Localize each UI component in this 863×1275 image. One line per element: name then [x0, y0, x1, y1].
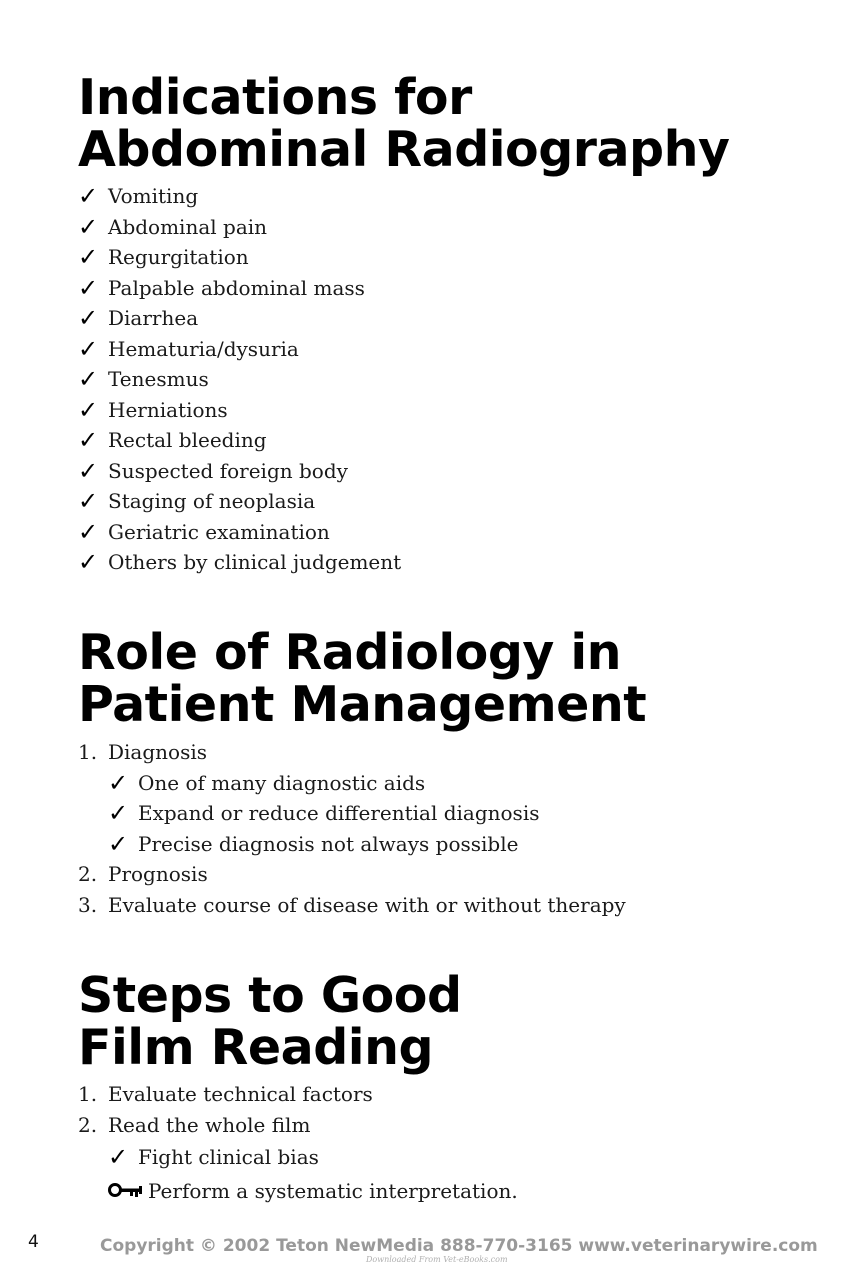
list-item-text: Geriatric examination	[108, 519, 330, 544]
check-mark-icon: ✓	[108, 1143, 129, 1171]
check-mark-icon: ✓	[78, 212, 99, 241]
check-mark-icon: ✓	[78, 365, 99, 393]
role-list	[78, 737, 626, 920]
check-mark-icon: ✓	[78, 487, 99, 515]
copyright-notice: Copyright © 2002 Teton NewMedia 888-770-3165 www.veterinarywire.com	[100, 1236, 818, 1256]
check-mark-icon: ✓	[78, 182, 99, 210]
list-item-text: Precise diagnosis not always possible	[138, 831, 519, 856]
list-item-text: Prognosis	[108, 862, 208, 886]
check-mark-icon: ✓	[108, 799, 129, 827]
list-item	[78, 303, 401, 334]
item-number: 1.	[78, 740, 98, 764]
check-mark-icon: ✓	[78, 334, 99, 363]
check-mark-icon: ✓	[108, 768, 129, 797]
check-mark-icon: ✓	[78, 304, 99, 332]
check-mark-icon: ✓	[78, 517, 99, 546]
check-mark-icon: ✓	[78, 548, 99, 576]
heading-line: Indications for	[78, 69, 472, 126]
check-mark-icon: ✓	[108, 829, 129, 858]
list-item	[78, 334, 401, 365]
list-item	[78, 486, 401, 517]
heading-line: Patient Management	[78, 676, 647, 733]
list-item	[78, 547, 401, 578]
list-item	[78, 242, 401, 273]
indications-list	[78, 181, 401, 578]
list-item-text: Diagnosis	[108, 740, 208, 764]
sub-list-item	[78, 1140, 518, 1174]
list-item-text: Herniations	[108, 397, 228, 422]
list-item	[78, 181, 401, 212]
section-heading-indications	[78, 69, 730, 178]
sub-list-item	[78, 798, 626, 829]
item-number: 1.	[78, 1082, 98, 1106]
list-item-text: Evaluate technical factors	[108, 1082, 373, 1106]
key-icon	[108, 1176, 148, 1210]
sub-list-item	[78, 829, 626, 860]
list-item-text: Expand or reduce differential diagnosis	[138, 801, 540, 825]
item-number: 3.	[78, 892, 98, 917]
list-item-text: Abdominal pain	[108, 214, 268, 239]
list-item-text: One of many diagnostic aids	[138, 770, 426, 795]
item-number: 2.	[78, 1112, 98, 1137]
check-mark-icon: ✓	[78, 243, 99, 271]
download-watermark: Downloaded From Vet-eBooks.com	[366, 1255, 508, 1264]
list-item	[78, 425, 401, 456]
page-number: 4	[28, 1232, 39, 1252]
list-item-text: Others by clinical judgement	[108, 550, 402, 574]
list-item	[78, 890, 626, 921]
list-item-text: Read the whole film	[108, 1112, 311, 1137]
heading-line: Role of Radiology in	[78, 624, 622, 681]
list-item	[78, 273, 401, 304]
list-item-text: Perform a systematic interpretation.	[148, 1179, 518, 1203]
heading-line: Abdominal Radiography	[78, 121, 730, 178]
list-item	[78, 859, 626, 890]
film-reading-list	[78, 1079, 518, 1208]
list-item-text: Evaluate course of disease with or without therapy	[108, 892, 626, 917]
check-mark-icon: ✓	[78, 395, 99, 424]
heading-line: Steps to Good	[78, 967, 462, 1024]
list-item-text: Vomiting	[108, 184, 199, 208]
item-number: 2.	[78, 862, 98, 886]
check-mark-icon: ✓	[78, 456, 99, 485]
sub-list-item	[78, 768, 626, 799]
list-item	[78, 212, 401, 243]
check-mark-icon: ✓	[78, 273, 99, 302]
list-item	[78, 1110, 518, 1141]
list-item	[78, 456, 401, 487]
section-heading-film-reading	[78, 967, 462, 1076]
list-item-text: Diarrhea	[108, 306, 199, 330]
list-item	[78, 1079, 518, 1110]
list-item	[78, 364, 401, 395]
list-item-text: Suspected foreign body	[108, 458, 348, 483]
list-item	[78, 517, 401, 548]
list-item	[78, 395, 401, 426]
list-item-text: Fight clinical bias	[138, 1145, 319, 1169]
check-mark-icon: ✓	[78, 426, 99, 454]
heading-line: Film Reading	[78, 1019, 434, 1076]
list-item	[78, 737, 626, 768]
sub-list-item	[78, 1174, 518, 1208]
list-item-text: Palpable abdominal mass	[108, 275, 365, 300]
list-item-text: Regurgitation	[108, 245, 249, 269]
list-item-text: Rectal bleeding	[108, 428, 267, 452]
list-item-text: Hematuria/dysuria	[108, 336, 299, 361]
list-item-text: Tenesmus	[108, 367, 209, 391]
section-heading-role-of-radiology	[78, 624, 647, 733]
list-item-text: Staging of neoplasia	[108, 489, 316, 513]
